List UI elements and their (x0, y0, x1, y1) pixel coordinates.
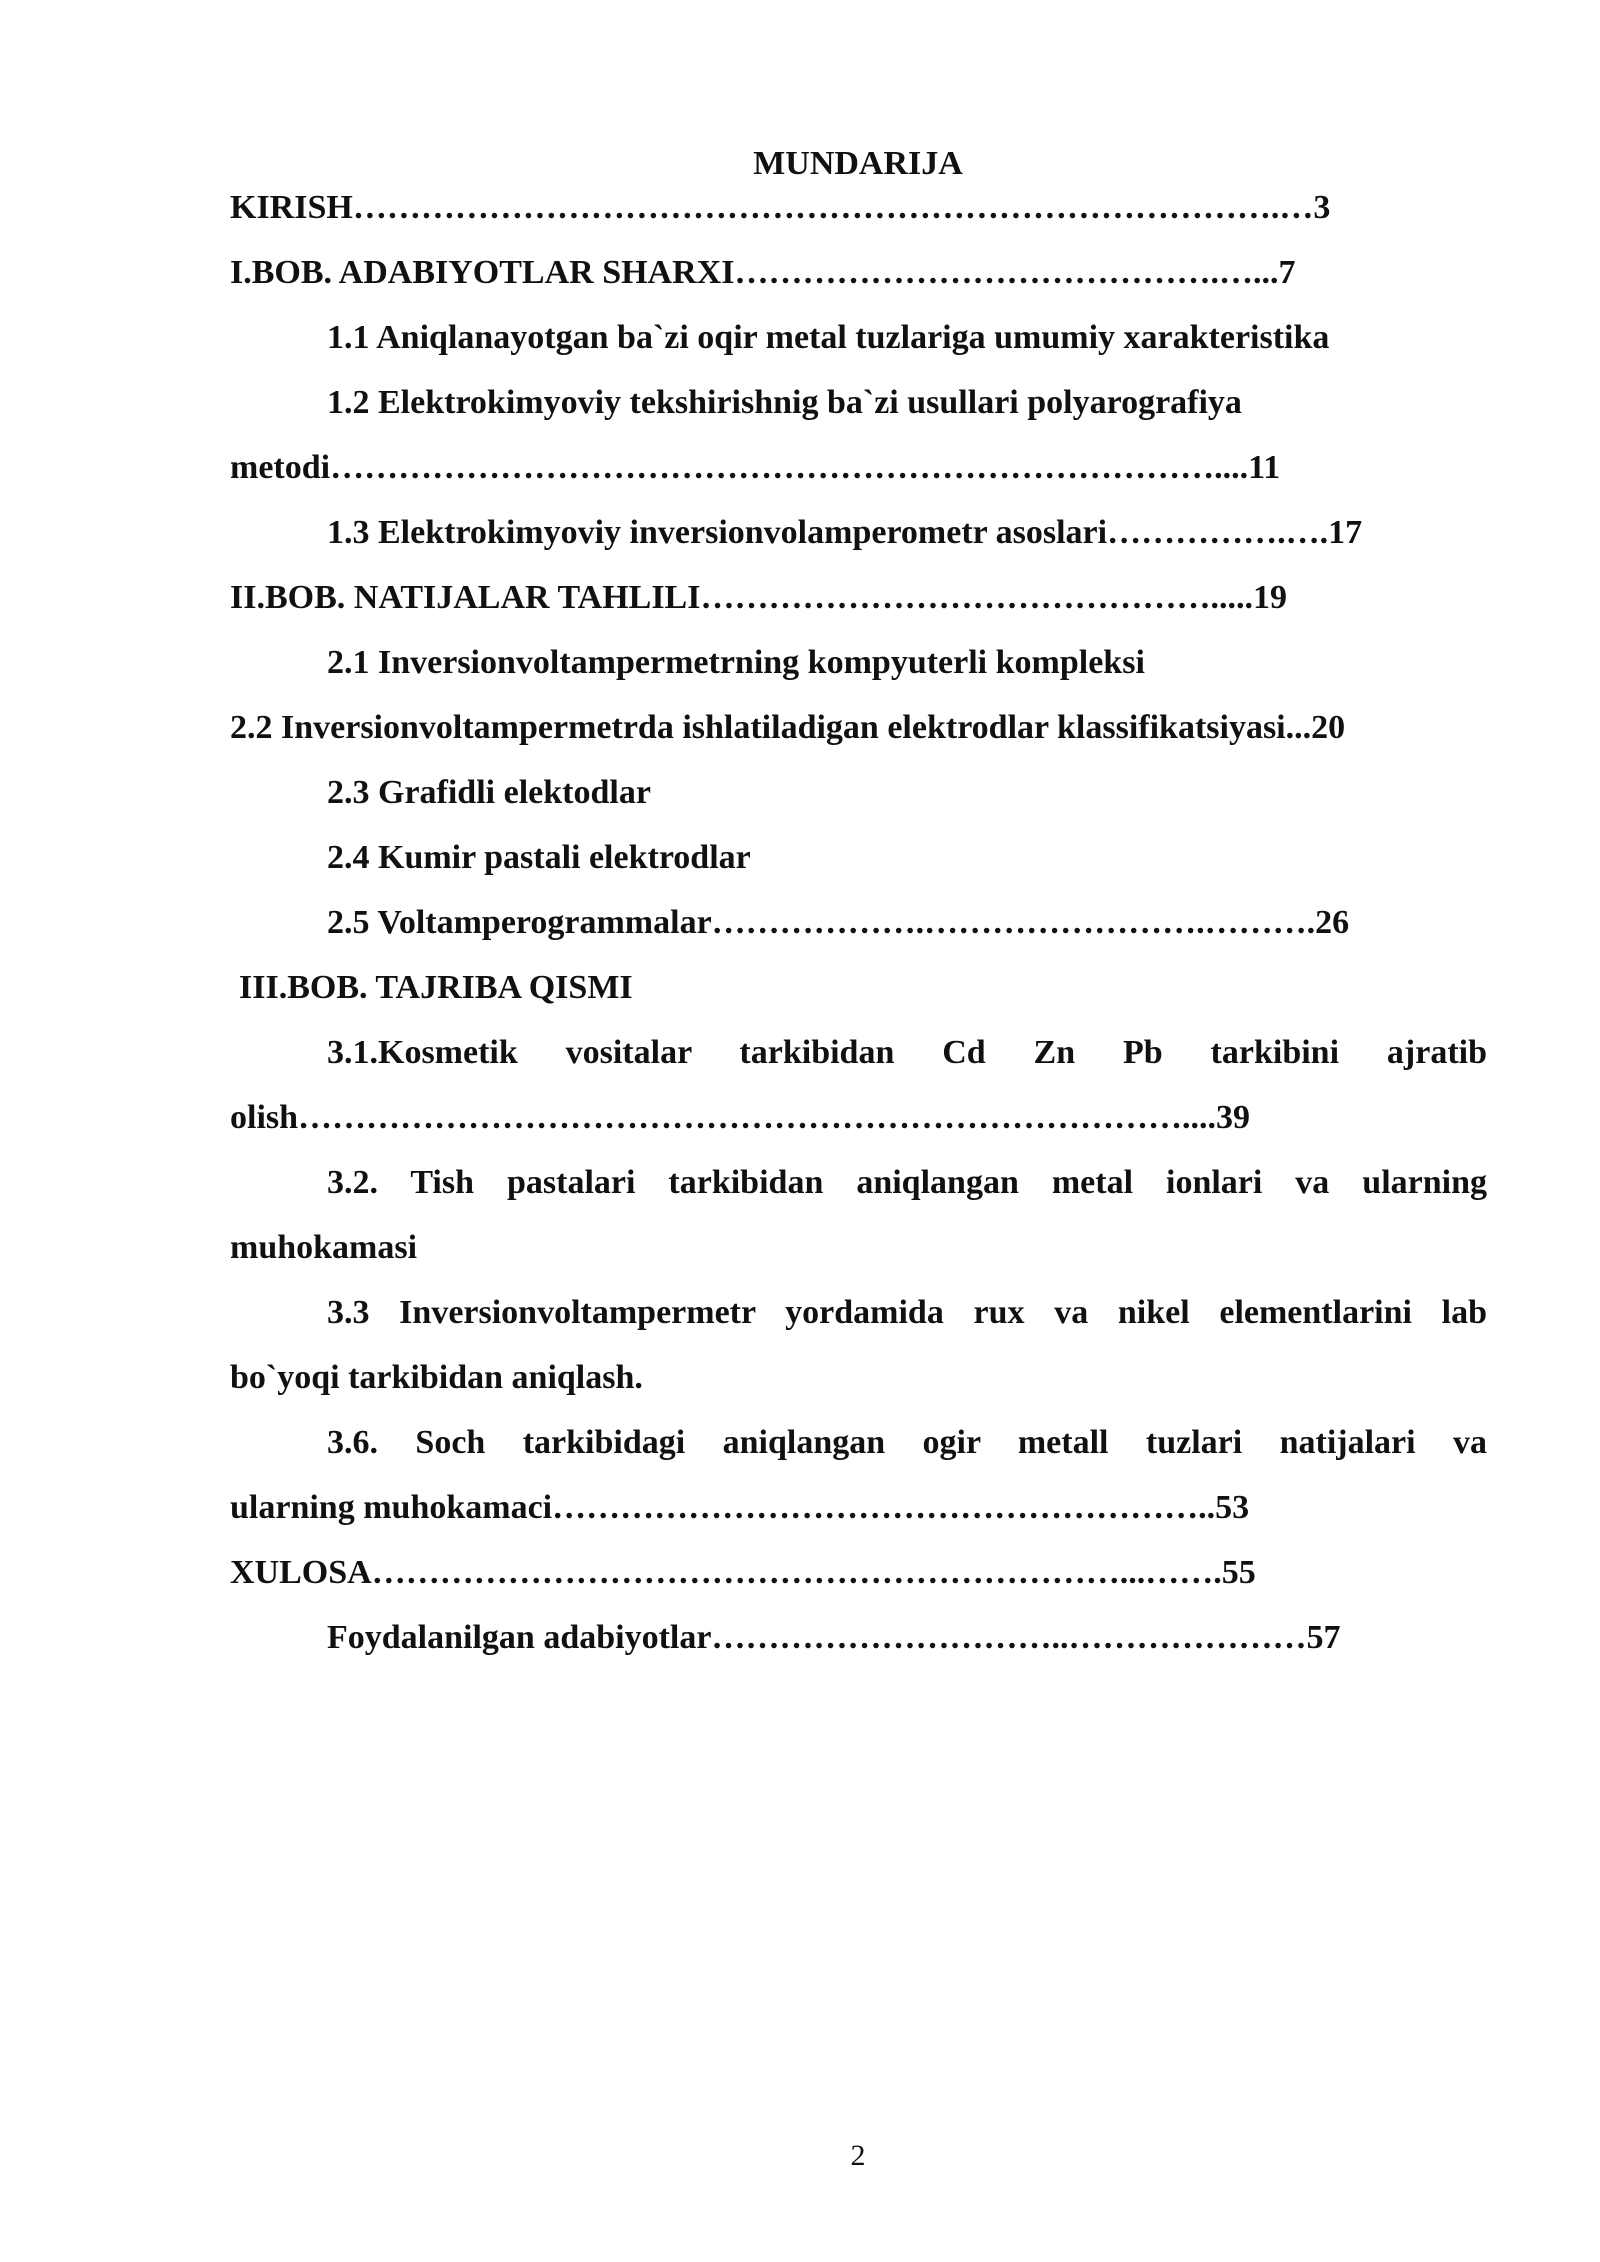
toc-title: MUNDARIJA (753, 145, 963, 182)
toc-entry-1-2: 1.2 Elektrokimyoviy tekshirishnig ba`zi usullari polyarografiya (327, 384, 1242, 421)
toc-entry-kirish: KIRISH……………………………………………………………………….…3 (230, 189, 1331, 226)
toc-entry-references: Foydalanilgan adabiyotlar…………………………..…………………57 (327, 1619, 1341, 1656)
toc-entry-xulosa: XULOSA…………………………………………………………...…….55 (230, 1554, 1256, 1591)
toc-entry-chapter-1: I.BOB. ADABIYOTLAR SHARXI…………………………………….…...7 (230, 254, 1296, 291)
toc-entry-3-6: 3.6. Soch tarkibidagi aniqlangan ogir metall tuzlari natijalari va (327, 1424, 1487, 1461)
toc-entry-1-3: 1.3 Elektrokimyoviy inversionvolamperometr asoslari…………….….17 (327, 514, 1363, 551)
toc-entry-3-1-continued: olish……………………………………………………………………....39 (230, 1099, 1251, 1136)
toc-entry-chapter-3: III.BOB. TAJRIBA QISMI (239, 969, 633, 1006)
toc-entry-3-3: 3.3 Inversionvoltampermetr yordamida rux va nikel elementlarini lab (327, 1294, 1487, 1331)
toc-entry-3-2: 3.2. Tish pastalari tarkibidan aniqlangan metal ionlari va ularning (327, 1164, 1487, 1201)
page-number: 2 (850, 2139, 866, 2172)
toc-entry-2-4: 2.4 Kumir pastali elektrodlar (327, 839, 751, 876)
toc-entry-3-3-continued: bo`yoqi tarkibidan aniqlash. (230, 1359, 643, 1396)
toc-entry-1-2-continued: metodi……………………………………………………………………....11 (230, 449, 1281, 486)
toc-entry-3-6-continued: ularning muhokamaci…………………………………………………..53 (230, 1489, 1250, 1526)
toc-entry-3-2-continued: muhokamasi (230, 1229, 418, 1266)
toc-entry-2-2: 2.2 Inversionvoltampermetrda ishlatiladigan elektrodlar klassifikatsiyasi...20 (230, 709, 1346, 746)
toc-entry-2-1: 2.1 Inversionvoltampermetrning kompyuterli kompleksi (327, 644, 1145, 681)
toc-entry-chapter-2: II.BOB. NATIJALAR TAHLILI……………………………………….....19 (230, 579, 1287, 616)
toc-entry-3-1: 3.1.Kosmetik vositalar tarkibidan Cd Zn Pb tarkibini ajratib (327, 1034, 1487, 1071)
toc-entry-2-3: 2.3 Grafidli elektodlar (327, 774, 651, 811)
toc-entry-1-1: 1.1 Aniqlanayotgan ba`zi oqir metal tuzlariga umumiy xarakteristika (327, 319, 1330, 356)
toc-entry-2-5: 2.5 Voltamperogrammalar……………….…………………….……….26 (327, 904, 1350, 941)
